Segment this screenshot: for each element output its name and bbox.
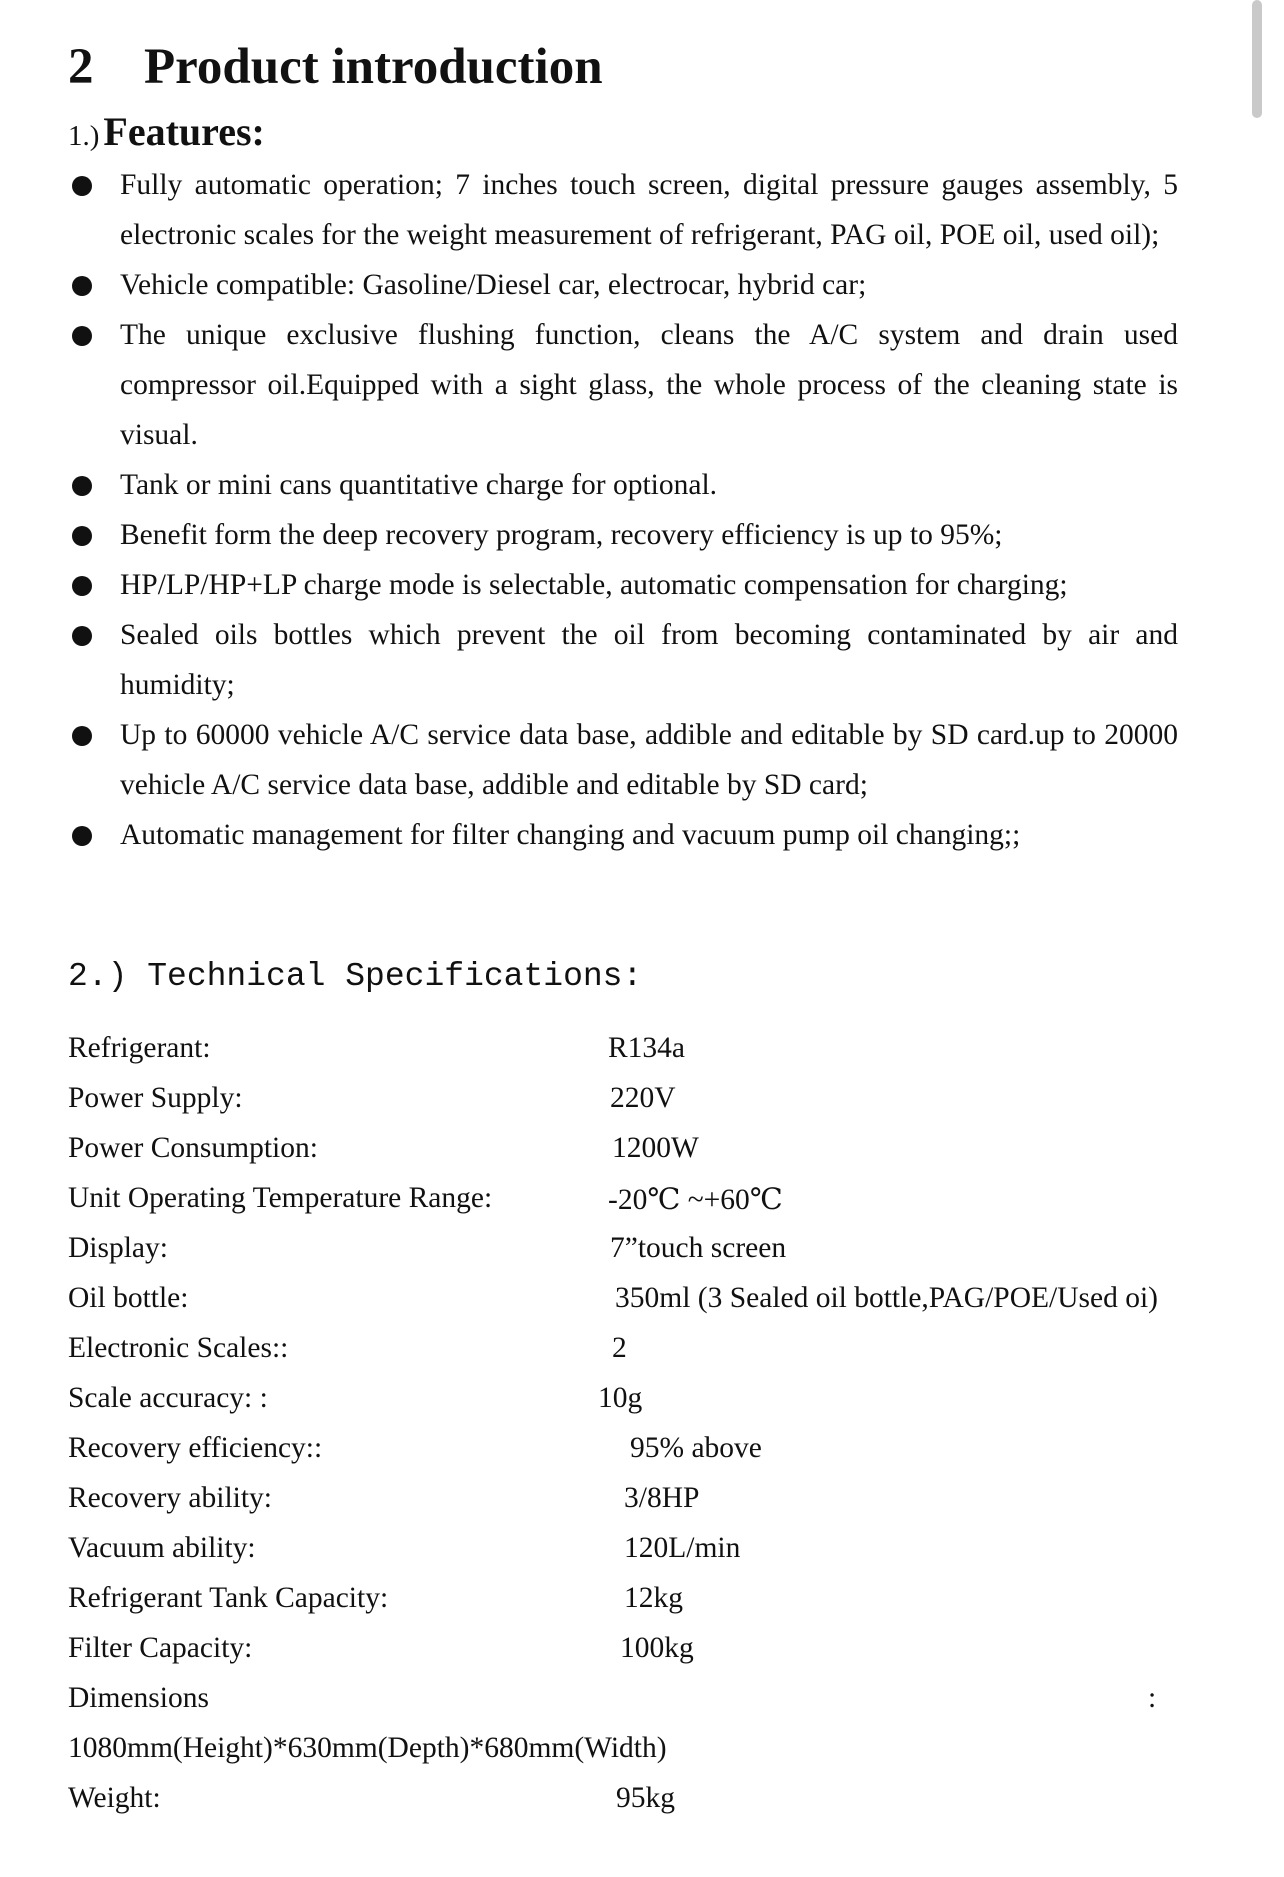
bullet-icon	[72, 176, 92, 196]
feature-item	[68, 810, 1178, 860]
bullet-icon	[72, 526, 92, 546]
spec-label-operating-temperature: Unit Operating Temperature Range:	[68, 1182, 493, 1214]
feature-item	[68, 460, 1178, 510]
features-heading	[68, 108, 265, 155]
feature-text: The unique exclusive flushing function, cleans the A/C system and drain used compressor oil.Equipped with a sight glass, the whole process of the cleaning state is visual.	[120, 319, 1178, 451]
feature-text: HP/LP/HP+LP charge mode is selectable, automatic compensation for charging;	[120, 569, 1068, 601]
bullet-icon	[72, 576, 92, 596]
feature-item	[68, 510, 1178, 560]
spec-value-power-supply: 220V	[610, 1082, 676, 1114]
spec-label-display: Display:	[68, 1232, 168, 1264]
spec-value-vacuum-ability: 120L/min	[624, 1532, 741, 1564]
spec-label-filter-capacity: Filter Capacity:	[68, 1632, 253, 1664]
feature-text: Tank or mini cans quantitative charge for optional.	[120, 469, 718, 501]
section-title: Product introduction	[144, 39, 603, 95]
bullet-icon	[72, 326, 92, 346]
spec-label-power-consumption: Power Consumption:	[68, 1132, 318, 1164]
feature-text: Up to 60000 vehicle A/C service data base, addible and editable by SD card.up to 20000 vehicle A/C service data base, addible and editable by SD card;	[120, 719, 1178, 801]
spec-value-oil-bottle: 350ml (3 Sealed oil bottle,PAG/POE/Used oi)	[615, 1282, 1158, 1314]
spec-label-refrigerant: Refrigerant:	[68, 1032, 211, 1064]
bullet-icon	[72, 476, 92, 496]
spec-label-recovery-ability: Recovery ability:	[68, 1482, 272, 1514]
bullet-icon	[72, 726, 92, 746]
section-number: 2	[68, 39, 94, 95]
feature-text: Vehicle compatible: Gasoline/Diesel car, electrocar, hybrid car;	[120, 269, 867, 301]
spec-value-tank-capacity: 12kg	[624, 1582, 683, 1614]
spec-value-power-consumption: 1200W	[612, 1132, 699, 1164]
spec-value-filter-capacity: 100kg	[620, 1632, 694, 1664]
spec-label-recovery-efficiency: Recovery efficiency::	[68, 1432, 323, 1464]
spec-label-tank-capacity: Refrigerant Tank Capacity:	[68, 1582, 389, 1614]
bullet-icon	[72, 276, 92, 296]
spec-label-weight: Weight:	[68, 1782, 161, 1814]
spec-value-operating-temperature: -20℃ ~+60℃	[608, 1184, 783, 1216]
feature-text: Benefit form the deep recovery program, recovery efficiency is up to 95%;	[120, 519, 1003, 551]
specs-heading: 2.) Technical Specifications:	[68, 958, 643, 995]
spec-value-display: 7”touch screen	[610, 1232, 787, 1264]
spec-value-refrigerant: R134a	[608, 1032, 686, 1064]
spec-value-recovery-ability: 3/8HP	[624, 1482, 700, 1514]
spec-label-oil-bottle: Oil bottle:	[68, 1282, 189, 1314]
spec-value-scale-accuracy: 10g	[598, 1382, 643, 1414]
bullet-icon	[72, 626, 92, 646]
feature-item	[68, 560, 1178, 610]
spec-label-dimensions: Dimensions	[68, 1682, 209, 1714]
features-title: Features:	[103, 109, 265, 154]
feature-item	[68, 160, 1178, 260]
feature-text: Fully automatic operation; 7 inches touch screen, digital pressure gauges assembly, 5 electronic scales for the weight measurement of refrigerant, PAG oil, POE oil, used oil);	[120, 169, 1178, 251]
spec-label-vacuum-ability: Vacuum ability:	[68, 1532, 256, 1564]
bullet-icon	[72, 826, 92, 846]
spec-value-weight: 95kg	[616, 1782, 675, 1814]
spec-label-electronic-scales: Electronic Scales::	[68, 1332, 289, 1364]
feature-text: Sealed oils bottles which prevent the oil from becoming contaminated by air and humidity;	[120, 619, 1178, 701]
spec-value-dimensions-colon: :	[1148, 1682, 1157, 1714]
feature-text: Automatic management for filter changing and vacuum pump oil changing;;	[120, 819, 1021, 851]
scrollbar[interactable]	[1252, 0, 1262, 118]
feature-item	[68, 260, 1178, 310]
feature-item	[68, 310, 1178, 460]
section-heading	[68, 38, 603, 96]
spec-value-electronic-scales: 2	[612, 1332, 627, 1364]
spec-value-dimensions: 1080mm(Height)*630mm(Depth)*680mm(Width)	[68, 1732, 667, 1764]
spec-label-scale-accuracy: Scale accuracy: :	[68, 1382, 268, 1414]
features-list	[68, 160, 1178, 860]
feature-item	[68, 710, 1178, 810]
spec-label-power-supply: Power Supply:	[68, 1082, 243, 1114]
feature-item	[68, 610, 1178, 710]
features-prefix: 1.)	[68, 120, 100, 152]
spec-value-recovery-efficiency: 95% above	[630, 1432, 762, 1464]
